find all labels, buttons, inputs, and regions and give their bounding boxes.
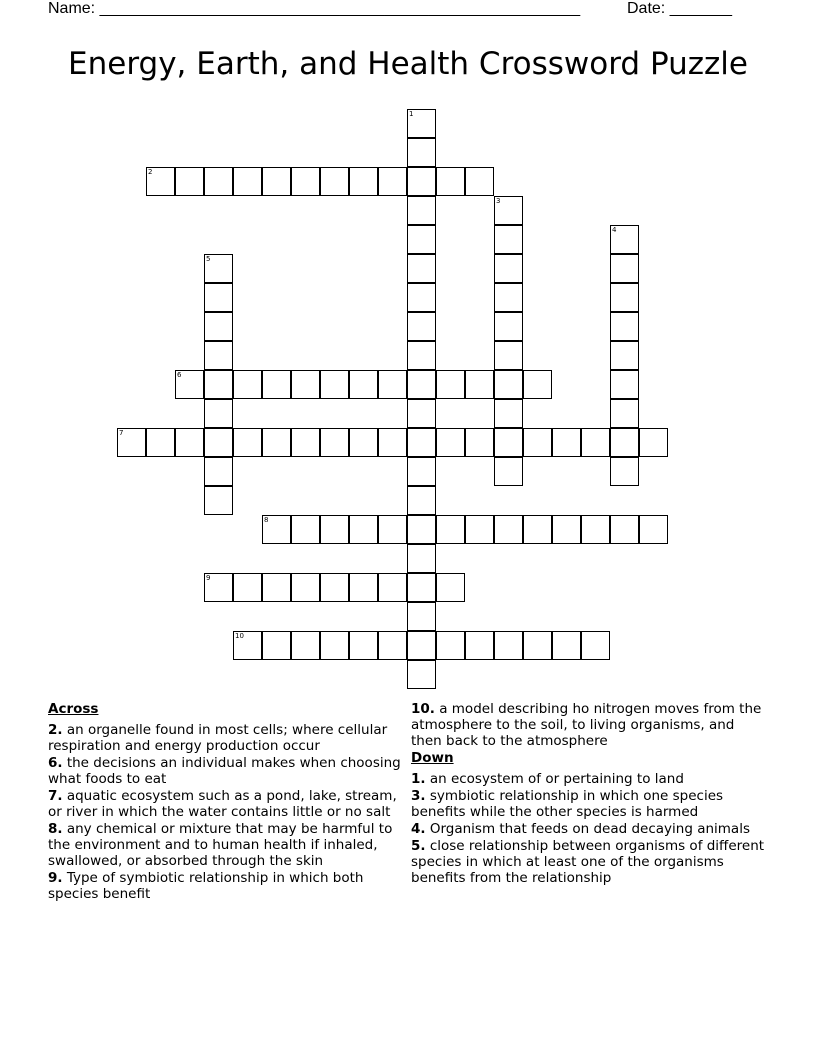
clue-number-label: 1 <box>409 110 414 118</box>
grid-cell[interactable] <box>610 457 639 486</box>
clues-left-column <box>48 701 404 903</box>
grid-cell[interactable] <box>610 225 639 254</box>
grid-cell[interactable] <box>581 631 610 660</box>
clue-number-label: 3 <box>496 197 501 205</box>
clue-across-6 <box>48 755 404 787</box>
grid-cell[interactable] <box>204 457 233 486</box>
grid-cell[interactable] <box>146 428 175 457</box>
grid-cell[interactable] <box>175 167 204 196</box>
grid-cell[interactable] <box>407 544 436 573</box>
grid-cell[interactable] <box>291 573 320 602</box>
grid-cell[interactable] <box>204 341 233 370</box>
grid-cell[interactable] <box>407 370 436 399</box>
grid-cell[interactable] <box>262 515 291 544</box>
grid-cell[interactable] <box>523 428 552 457</box>
grid-cell[interactable] <box>436 428 465 457</box>
grid-cell[interactable] <box>349 428 378 457</box>
across-heading: Across <box>48 701 99 717</box>
grid-cell[interactable] <box>494 341 523 370</box>
grid-cell[interactable] <box>407 428 436 457</box>
grid-cell[interactable] <box>639 515 668 544</box>
date-field[interactable]: Date: _______ <box>627 0 732 17</box>
grid-cell[interactable] <box>320 515 349 544</box>
grid-cell[interactable] <box>610 312 639 341</box>
clue-number-label: 2 <box>148 168 153 176</box>
clue-across-10 <box>411 701 769 749</box>
clue-number-label: 4 <box>612 226 617 234</box>
grid-cell[interactable] <box>407 138 436 167</box>
grid-cell[interactable] <box>175 428 204 457</box>
grid-cell[interactable] <box>436 631 465 660</box>
clue-text: the decisions an individual makes when choosing what foods to eat <box>48 755 401 787</box>
grid-cell[interactable] <box>494 196 523 225</box>
clue-number-label: 5 <box>206 255 211 263</box>
grid-cell[interactable] <box>204 283 233 312</box>
grid-cell[interactable] <box>407 109 436 138</box>
clue-number: 2. <box>48 722 63 738</box>
clue-number: 1. <box>411 771 426 787</box>
grid-cell[interactable] <box>349 631 378 660</box>
grid-cell[interactable] <box>581 428 610 457</box>
grid-cell[interactable] <box>291 167 320 196</box>
clue-number-label: 9 <box>206 574 211 582</box>
grid-cell[interactable] <box>552 515 581 544</box>
clue-number-label: 10 <box>235 632 244 640</box>
clue-number: 3. <box>411 788 426 804</box>
clue-text: a model describing ho nitrogen moves from the atmosphere to the soil, to living organisms, and then back to the atmosphere <box>411 701 762 749</box>
down-heading: Down <box>411 750 454 766</box>
grid-cell[interactable] <box>465 167 494 196</box>
grid-cell[interactable] <box>349 573 378 602</box>
grid-cell[interactable] <box>117 428 146 457</box>
clue-text: close relationship between organisms of different species in which at least one of the organisms benefits from the relationship <box>411 838 765 886</box>
clue-text: any chemical or mixture that may be harmful to the environment and to human health if inhaled, swallowed, or absorbed through the skin <box>48 821 393 869</box>
grid-cell[interactable] <box>494 370 523 399</box>
grid-cell[interactable] <box>407 457 436 486</box>
grid-cell[interactable] <box>233 167 262 196</box>
grid-cell[interactable] <box>407 631 436 660</box>
grid-cell[interactable] <box>291 515 320 544</box>
clue-number: 8. <box>48 821 63 837</box>
grid-cell[interactable] <box>523 515 552 544</box>
grid-cell[interactable] <box>494 428 523 457</box>
grid-cell[interactable] <box>262 631 291 660</box>
clue-text: symbiotic relationship in which one species benefits while the other species is harmed <box>411 788 724 820</box>
grid-cell[interactable] <box>378 428 407 457</box>
grid-cell[interactable] <box>465 370 494 399</box>
clue-down-5 <box>411 838 769 886</box>
grid-cell[interactable] <box>378 573 407 602</box>
grid-cell[interactable] <box>320 428 349 457</box>
grid-cell[interactable] <box>349 167 378 196</box>
clue-down-4 <box>411 821 769 837</box>
grid-cell[interactable] <box>610 254 639 283</box>
grid-cell[interactable] <box>320 370 349 399</box>
grid-cell[interactable] <box>204 370 233 399</box>
clue-text: Organism that feeds on dead decaying animals <box>429 821 750 837</box>
grid-cell[interactable] <box>262 370 291 399</box>
grid-cell[interactable] <box>407 167 436 196</box>
grid-cell[interactable] <box>552 428 581 457</box>
grid-cell[interactable] <box>581 515 610 544</box>
clue-number: 6. <box>48 755 63 771</box>
grid-cell[interactable] <box>262 573 291 602</box>
grid-cell[interactable] <box>407 602 436 631</box>
grid-cell[interactable] <box>494 631 523 660</box>
grid-cell[interactable] <box>407 341 436 370</box>
grid-cell[interactable] <box>407 283 436 312</box>
clue-across-7 <box>48 788 404 820</box>
clue-across-8 <box>48 821 404 869</box>
grid-cell[interactable] <box>204 486 233 515</box>
clue-down-3 <box>411 788 769 820</box>
grid-cell[interactable] <box>610 370 639 399</box>
clue-number: 5. <box>411 838 426 854</box>
clue-down-1 <box>411 771 769 787</box>
grid-cell[interactable] <box>262 428 291 457</box>
grid-cell[interactable] <box>407 573 436 602</box>
grid-cell[interactable] <box>378 370 407 399</box>
grid-cell[interactable] <box>320 573 349 602</box>
grid-cell[interactable] <box>262 167 291 196</box>
grid-cell[interactable] <box>204 573 233 602</box>
grid-cell[interactable] <box>436 573 465 602</box>
grid-cell[interactable] <box>494 312 523 341</box>
clue-text: an ecosystem of or pertaining to land <box>429 771 684 787</box>
clue-number: 10. <box>411 701 435 717</box>
grid-cell[interactable] <box>291 370 320 399</box>
grid-cell[interactable] <box>639 428 668 457</box>
clue-number: 7. <box>48 788 63 804</box>
grid-cell[interactable] <box>407 399 436 428</box>
grid-cell[interactable] <box>465 428 494 457</box>
clue-number: 9. <box>48 870 63 886</box>
grid-cell[interactable] <box>494 457 523 486</box>
grid-cell[interactable] <box>204 167 233 196</box>
grid-cell[interactable] <box>494 254 523 283</box>
clue-number-label: 6 <box>177 371 182 379</box>
grid-cell[interactable] <box>233 370 262 399</box>
page-title: Energy, Earth, and Health Crossword Puzzle <box>68 46 748 82</box>
grid-cell[interactable] <box>407 225 436 254</box>
grid-cell[interactable] <box>407 312 436 341</box>
grid-cell[interactable] <box>494 283 523 312</box>
grid-cell[interactable] <box>407 660 436 689</box>
clue-number: 4. <box>411 821 426 837</box>
grid-cell[interactable] <box>204 428 233 457</box>
grid-cell[interactable] <box>233 428 262 457</box>
grid-cell[interactable] <box>291 428 320 457</box>
grid-cell[interactable] <box>436 370 465 399</box>
grid-cell[interactable] <box>291 631 320 660</box>
grid-cell[interactable] <box>349 370 378 399</box>
grid-cell[interactable] <box>320 631 349 660</box>
grid-cell[interactable] <box>494 399 523 428</box>
clue-number-label: 7 <box>119 429 124 437</box>
grid-cell[interactable] <box>610 515 639 544</box>
grid-cell[interactable] <box>610 428 639 457</box>
grid-cell[interactable] <box>204 312 233 341</box>
grid-cell[interactable] <box>494 515 523 544</box>
grid-cell[interactable] <box>552 631 581 660</box>
grid-cell[interactable] <box>610 399 639 428</box>
grid-cell[interactable] <box>320 167 349 196</box>
name-field[interactable]: Name: ______________________________________________________ <box>48 0 581 17</box>
grid-cell[interactable] <box>407 486 436 515</box>
grid-cell[interactable] <box>175 370 204 399</box>
grid-cell[interactable] <box>378 631 407 660</box>
grid-cell[interactable] <box>407 196 436 225</box>
clue-across-2 <box>48 722 404 754</box>
clue-across-9 <box>48 870 404 902</box>
grid-cell[interactable] <box>436 515 465 544</box>
grid-cell[interactable] <box>436 167 465 196</box>
grid-cell[interactable] <box>204 254 233 283</box>
grid-cell[interactable] <box>523 370 552 399</box>
grid-cell[interactable] <box>407 515 436 544</box>
grid-cell[interactable] <box>233 573 262 602</box>
clue-number-label: 8 <box>264 516 269 524</box>
grid-cell[interactable] <box>233 631 262 660</box>
clue-text: Type of symbiotic relationship in which both species benefit <box>48 870 364 902</box>
grid-cell[interactable] <box>204 399 233 428</box>
grid-cell[interactable] <box>465 515 494 544</box>
grid-cell[interactable] <box>378 167 407 196</box>
grid-cell[interactable] <box>349 515 378 544</box>
grid-cell[interactable] <box>523 631 552 660</box>
grid-cell[interactable] <box>610 283 639 312</box>
grid-cell[interactable] <box>494 225 523 254</box>
grid-cell[interactable] <box>407 254 436 283</box>
grid-cell[interactable] <box>610 341 639 370</box>
grid-cell[interactable] <box>146 167 175 196</box>
grid-cell[interactable] <box>465 631 494 660</box>
clue-text: aquatic ecosystem such as a pond, lake, stream, or river in which the water contains little or no salt <box>48 788 397 820</box>
clues-right-column <box>411 701 769 887</box>
clue-text: an organelle found in most cells; where cellular respiration and energy production occur <box>48 722 388 754</box>
grid-cell[interactable] <box>378 515 407 544</box>
